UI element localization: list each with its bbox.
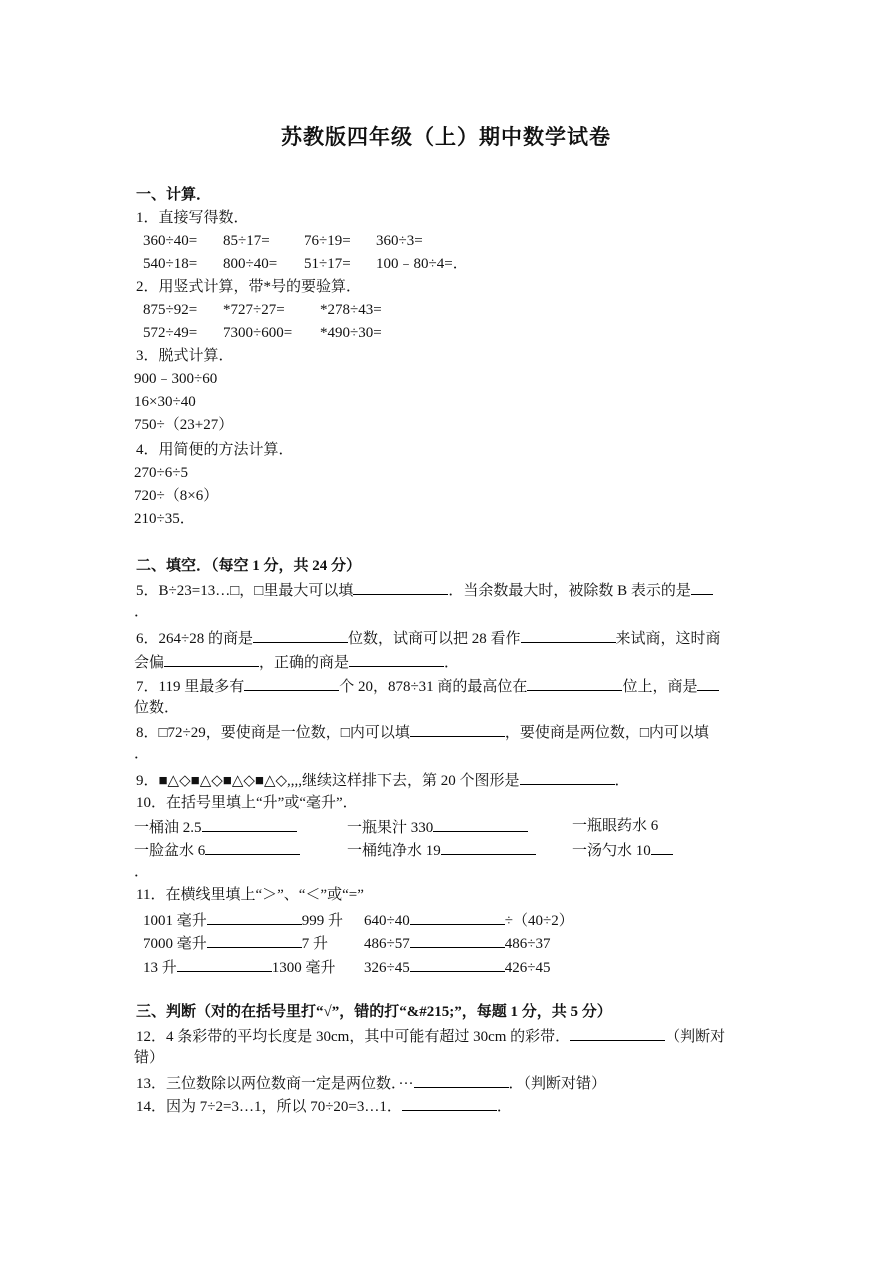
answer-blank[interactable] xyxy=(697,676,719,691)
q4-item: 210÷35． xyxy=(134,511,195,527)
q13 xyxy=(136,1073,606,1093)
answer-blank[interactable] xyxy=(177,957,272,972)
answer-blank[interactable] xyxy=(202,817,297,832)
answer-blank[interactable] xyxy=(433,817,528,832)
answer-blank[interactable] xyxy=(207,910,302,925)
answer-blank[interactable] xyxy=(410,933,505,948)
q6-text: ，正确的商是 xyxy=(259,655,350,671)
q12-end: 错） xyxy=(134,1050,165,1066)
q9 xyxy=(136,770,630,790)
answer-blank[interactable] xyxy=(520,770,615,785)
q12-text: 12．4 条彩带的平均长度是 30cm，其中可能有超过 30cm 的彩带． xyxy=(136,1029,571,1045)
answer-blank[interactable] xyxy=(527,676,622,691)
q14 xyxy=(136,1096,512,1116)
q11-item xyxy=(143,933,328,953)
q6-text: 6．264÷28 的商是 xyxy=(136,631,253,647)
section-3-heading: 三、判断（对的在括号里打“√”，错的打“&#215;”，每题 1 分，共 5 分） xyxy=(136,1004,612,1020)
q1-item: 85÷17= xyxy=(223,233,270,249)
q8 xyxy=(136,722,709,742)
q11-label: 11．在横线里填上“＞”、“＜”或“=” xyxy=(136,887,364,903)
q11-item xyxy=(143,957,336,977)
q3-item: 750÷（23+27） xyxy=(134,417,234,433)
q10-item-text: 一脸盆水 6 xyxy=(134,843,206,859)
q5-end: ． xyxy=(134,604,150,620)
q7-text: 位上，商是 xyxy=(622,679,698,695)
q6-text: 来试商，这时商 xyxy=(615,631,721,647)
q14-text: ． xyxy=(496,1099,512,1115)
answer-blank[interactable] xyxy=(207,933,302,948)
q1-item: 100﹣80÷4=． xyxy=(376,256,468,272)
q1-item: 540÷18= xyxy=(143,256,198,272)
q6-text: 位数，试商可以把 28 看作 xyxy=(347,631,521,647)
q6 xyxy=(136,628,721,648)
q3-item: 900﹣300÷60 xyxy=(134,371,218,387)
section-2-heading: 二、填空．（每空 1 分，共 24 分） xyxy=(136,558,362,574)
q1-item: 800÷40= xyxy=(223,256,278,272)
q11-item-text: 1300 毫升 xyxy=(271,960,336,976)
q2-item: 572÷49= xyxy=(143,325,198,341)
q12-text: （判断对 xyxy=(665,1029,726,1045)
answer-blank[interactable] xyxy=(410,722,505,737)
q11-item xyxy=(364,957,550,977)
q10-item xyxy=(134,817,297,837)
answer-blank[interactable] xyxy=(441,840,536,855)
q11-item-text: 7000 毫升 xyxy=(143,936,207,952)
q10-item-text: 一桶纯净水 19 xyxy=(347,843,441,859)
answer-blank[interactable] xyxy=(353,580,448,595)
q6-cont xyxy=(134,652,459,672)
q11-item xyxy=(364,910,574,930)
q7-text: 7．119 里最多有 xyxy=(136,679,245,695)
q11-item-text: 7 升 xyxy=(301,936,329,952)
q2-label: 2．用竖式计算，带*号的要验算． xyxy=(136,279,362,295)
q8-end: ． xyxy=(134,746,150,762)
answer-blank[interactable] xyxy=(410,957,505,972)
q2-item: 875÷92= xyxy=(143,302,198,318)
answer-blank[interactable] xyxy=(651,840,673,855)
section-1-heading: 一、计算． xyxy=(136,187,212,203)
q10-label: 10．在括号里填上“升”或“毫升”． xyxy=(136,795,358,811)
q7-end: 位数． xyxy=(134,700,180,716)
q11-item-text: 486÷57 xyxy=(364,936,410,952)
q8-text: 8．□72÷29，要使商是一位数，□内可以填 xyxy=(136,725,410,741)
q1-label: 1．直接写得数． xyxy=(136,210,249,226)
q11-item-text: 999 升 xyxy=(301,913,344,929)
q12 xyxy=(136,1026,725,1046)
q5-text: 5．B÷23=13…□，□里最大可以填 xyxy=(136,583,354,599)
q1-item: 51÷17= xyxy=(304,256,351,272)
q11-item-text: 486÷37 xyxy=(504,936,551,952)
q1-item: 360÷3= xyxy=(376,233,423,249)
answer-blank[interactable] xyxy=(244,676,339,691)
answer-blank[interactable] xyxy=(691,580,713,595)
q5 xyxy=(136,580,713,600)
q11-item-text: 1001 毫升 xyxy=(143,913,207,929)
q13-text: 13．三位数除以两位数商一定是两位数．··· xyxy=(136,1076,414,1092)
q13-text: ．（判断对错） xyxy=(508,1076,607,1092)
q10-item-text: 一瓶果汁 330 xyxy=(347,820,434,836)
q10-item xyxy=(572,817,658,835)
q11-item-text: 640÷40 xyxy=(364,913,410,929)
q11-item-text: 326÷45 xyxy=(364,960,410,976)
q10-item xyxy=(347,840,536,860)
q1-item: 76÷19= xyxy=(304,233,351,249)
q9-text: ． xyxy=(614,773,630,789)
answer-blank[interactable] xyxy=(402,1096,497,1111)
q14-text: 14．因为 7÷2=3…1，所以 70÷20=3…1． xyxy=(136,1099,402,1115)
answer-blank[interactable] xyxy=(414,1073,509,1088)
q2-item: 7300÷600= xyxy=(223,325,293,341)
q2-item: *490÷30= xyxy=(320,325,382,341)
q10-item xyxy=(347,817,528,837)
answer-blank[interactable] xyxy=(164,652,259,667)
answer-blank[interactable] xyxy=(410,910,505,925)
q10-item-text: 一桶油 2.5 xyxy=(134,820,202,836)
q4-item: 720÷（8×6） xyxy=(134,488,219,504)
q4-item: 270÷6÷5 xyxy=(134,465,188,481)
answer-blank[interactable] xyxy=(253,628,348,643)
q8-text: ，要使商是两位数，□内可以填 xyxy=(504,725,709,741)
answer-blank[interactable] xyxy=(570,1026,665,1041)
q11-item xyxy=(364,933,550,953)
answer-blank[interactable] xyxy=(349,652,444,667)
q2-item: *727÷27= xyxy=(223,302,285,318)
q11-item-text: 426÷45 xyxy=(504,960,551,976)
q5-text: ．当余数最大时，被除数 B 表示的是 xyxy=(448,583,691,599)
q3-item: 16×30÷40 xyxy=(134,394,196,410)
q1-item: 360÷40= xyxy=(143,233,198,249)
q11-item-text: 13 升 xyxy=(143,960,177,976)
q3-label: 3．脱式计算． xyxy=(136,348,234,364)
q7-text: 个 20，878÷31 商的最高位在 xyxy=(339,679,528,695)
answer-blank[interactable] xyxy=(521,628,616,643)
q10-item-text: 一瓶眼药水 6 xyxy=(572,818,659,834)
page-title: 苏教版四年级（上）期中数学试卷 xyxy=(281,125,611,149)
q6-text: ． xyxy=(444,655,460,671)
q6-text: 会偏 xyxy=(134,655,165,671)
answer-blank[interactable] xyxy=(205,840,300,855)
q4-label: 4．用简便的方法计算． xyxy=(136,442,294,458)
q10-end: ． xyxy=(134,864,150,880)
q10-item xyxy=(134,840,300,860)
q11-item-text: ÷（40÷2） xyxy=(504,913,574,929)
q9-text: 9．■△◇■△◇■△◇■△◇,,,,继续这样排下去，第 20 个图形是 xyxy=(136,773,520,789)
q7 xyxy=(136,676,719,696)
q10-item xyxy=(572,840,673,860)
q2-item: *278÷43= xyxy=(320,302,382,318)
q11-item xyxy=(143,910,343,930)
q10-item-text: 一汤勺水 10 xyxy=(572,843,651,859)
